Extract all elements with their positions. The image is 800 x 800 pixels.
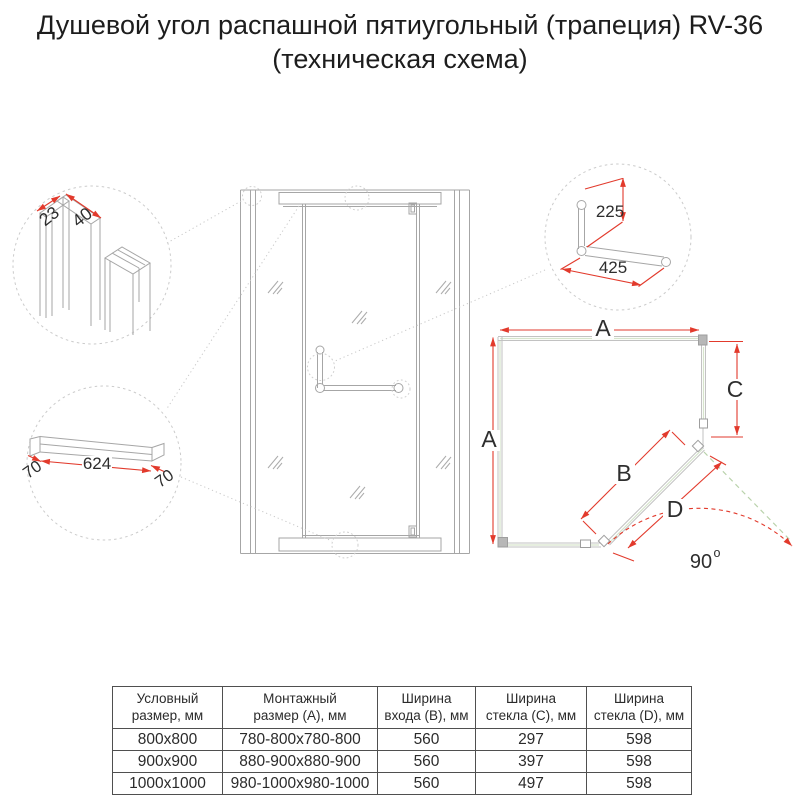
header-text: Условный (136, 691, 199, 706)
table-cell: 598 (587, 773, 692, 795)
threshold-right-label: 70 (151, 466, 178, 492)
ring-handle (308, 354, 335, 381)
table-row (113, 751, 692, 773)
table-cell: 780-800x780-800 (223, 729, 378, 751)
table-row (113, 729, 692, 751)
table-cell: 397 (476, 751, 587, 773)
header-text: входа (В), мм (384, 707, 469, 723)
table-header-row (113, 687, 692, 729)
table-cell: 497 (476, 773, 587, 795)
header-text: размер (А), мм (253, 707, 347, 723)
plan-angle-sup: o (713, 546, 721, 560)
plan-dim-a-left: A (481, 426, 497, 452)
profile-width-label: 23 (35, 202, 63, 230)
table-cell: 880-900x880-900 (223, 751, 378, 773)
title-line-2: (техническая схема) (272, 44, 528, 74)
plan-dim-b: B (616, 460, 632, 486)
table-cell: 297 (476, 729, 587, 751)
table-cell: 560 (378, 751, 476, 773)
table-cell: 1000x1000 (113, 773, 223, 795)
handle-length-label: 425 (598, 258, 628, 277)
header-glass-c-width (476, 687, 587, 729)
table-cell: 980-1000x980-1000 (223, 773, 378, 795)
header-nominal-size (113, 687, 223, 729)
leader-lines (166, 200, 545, 541)
ring-wall-profile (243, 187, 262, 206)
header-text: стекла (D), мм (593, 707, 685, 723)
header-text: стекла (С), мм (485, 707, 577, 723)
detail-circle-handle (545, 164, 691, 310)
threshold-length-label: 624 (82, 454, 112, 473)
header-glass-d-width (587, 687, 692, 729)
highlight-rings (243, 186, 411, 558)
table-cell: 800x800 (113, 729, 223, 751)
plan-dim-c: C (726, 376, 744, 402)
title-line-1: Душевой угол распашной пятиугольный (трапеция) RV-36 (36, 10, 764, 40)
table-row (113, 773, 692, 795)
plan-dim-d: D (666, 496, 684, 522)
plan-view (498, 335, 790, 548)
header-text: Ширина (614, 691, 664, 706)
plan-angle-value: 90 (689, 551, 713, 573)
door-handle (316, 346, 404, 393)
plan-dim-a-top: A (595, 315, 611, 341)
bottom-bar (279, 538, 441, 551)
header-text: Монтажный (263, 691, 337, 706)
header-text: размер, мм (131, 707, 204, 723)
header-entrance-width (378, 687, 476, 729)
table-cell: 598 (587, 729, 692, 751)
open-door-line (704, 452, 790, 540)
header-mounting-size (223, 687, 378, 729)
top-bar (279, 193, 441, 205)
table-cell: 900x900 (113, 751, 223, 773)
threshold-left-label: 70 (19, 457, 46, 483)
label-backers (82, 318, 746, 520)
header-text: Ширина (506, 691, 556, 706)
ring-handle-end (392, 380, 410, 398)
detail-circles (13, 164, 691, 540)
table-cell: 598 (587, 751, 692, 773)
table-cell: 560 (378, 773, 476, 795)
header-text: Ширина (401, 691, 452, 706)
size-table (112, 686, 692, 795)
profile-depth-label: 40 (68, 203, 96, 231)
handle-height-label: 225 (595, 202, 625, 221)
table-cell: 560 (378, 729, 476, 751)
